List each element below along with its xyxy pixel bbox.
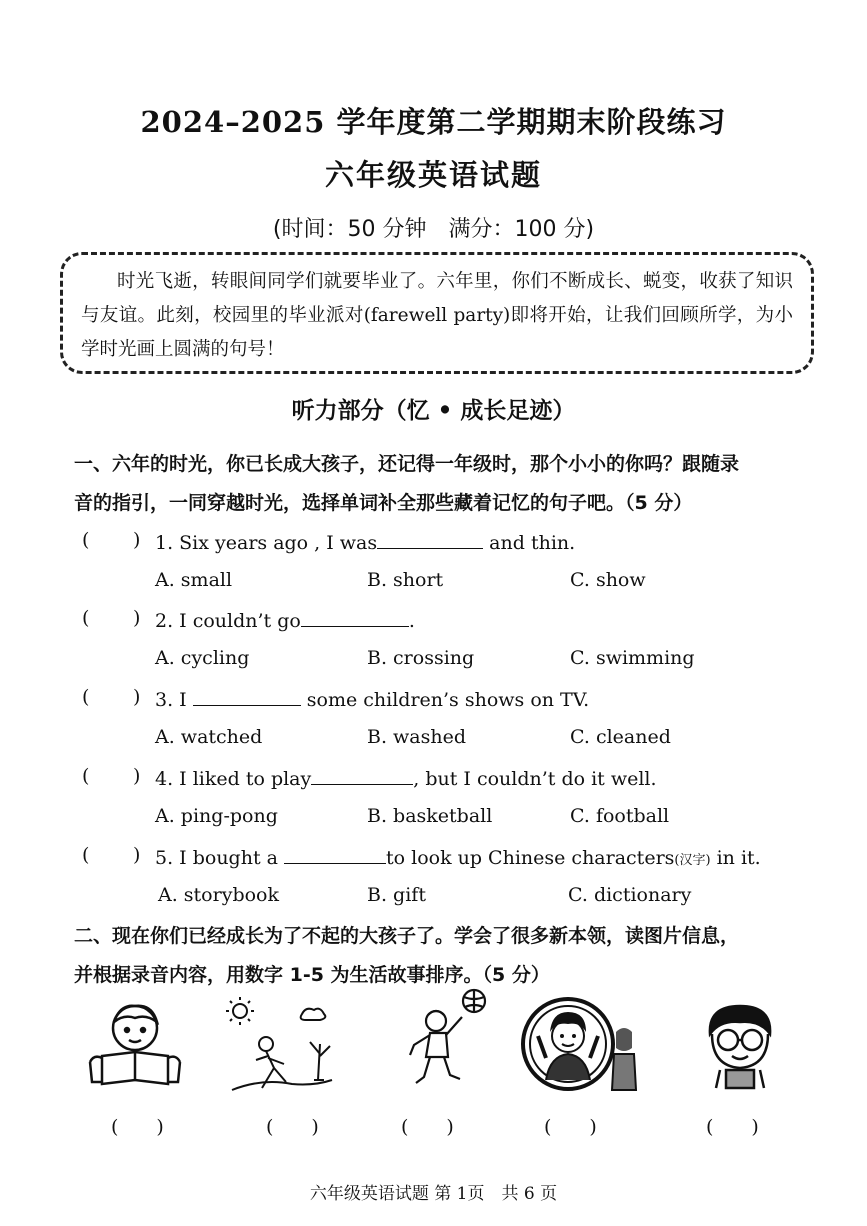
question-1: 1. Six years ago , I was and thin. [155, 532, 576, 554]
time-info: (时间：50 分钟 满分：100 分) [272, 217, 595, 242]
intro-text: 时光飞逝，转眼间同学们就要毕业了。六年里，你们不断成长、蜕变，收获了知识与友谊。此刻，校园里的毕业派对(farewell party)即将开始，让我们回顾所学，为小学时光画上圆满的句号！ [81, 271, 793, 360]
answer-blank[interactable] [301, 608, 409, 627]
answer-paren-close: ) [133, 607, 141, 629]
answer-paren-open: ( [82, 607, 90, 629]
option-a[interactable]: A. cycling [155, 647, 250, 669]
part1-instruction-line2: 音的指引，一同穿越时光，选择单词补全那些藏着记忆的句子吧。（5 分） [74, 492, 693, 514]
answer-paren-close: ) [133, 529, 141, 551]
option-b[interactable]: B. crossing [367, 647, 475, 669]
answer-blank[interactable] [377, 530, 483, 549]
option-a[interactable]: A. small [155, 569, 233, 591]
page-footer: 六年级英语试题 第 1页 共 6 页 [309, 1184, 558, 1204]
option-c[interactable]: C. dictionary [568, 884, 692, 906]
part2-instruction-line2: 并根据录音内容，用数字 1-5 为生活故事排序。（5 分） [74, 964, 550, 986]
picture-answer-slot[interactable]: ( ) [401, 1116, 454, 1138]
answer-paren-close: ) [133, 686, 141, 708]
option-c[interactable]: C. football [570, 805, 670, 827]
question-3: 3. I some children’s shows on TV. [155, 689, 590, 711]
option-c[interactable]: C. cleaned [570, 726, 671, 748]
part1-instruction-line1: 一、六年的时光，你已长成大孩子，还记得一年级时，那个小小的你吗？跟随录 [74, 453, 740, 475]
exam-subtitle: 六年级英语试题 [324, 158, 542, 192]
exam-title: 2024–2025 学年度第二学期期末阶段练习 [140, 105, 727, 139]
picture-answer-slot[interactable]: ( ) [266, 1116, 319, 1138]
answer-paren-open: ( [82, 529, 90, 551]
answer-blank[interactable] [193, 687, 301, 706]
question-2: 2. I couldn’t go . [155, 610, 415, 632]
picture-answer-slot[interactable]: ( ) [111, 1116, 164, 1138]
option-c[interactable]: C. swimming [570, 647, 695, 669]
question-4: 4. I liked to play , but I couldn’t do it well. [155, 768, 657, 790]
option-b[interactable]: B. basketball [367, 805, 493, 827]
answer-paren-close: ) [133, 844, 141, 866]
question-5: 5. I bought a to look up Chinese characters(汉字) in it. [155, 847, 761, 869]
answer-blank[interactable] [284, 845, 386, 864]
section-title: 听力部分（忆 • 成长足迹） [291, 397, 576, 424]
option-b[interactable]: B. washed [367, 726, 467, 748]
boy-photo-illustration [520, 996, 644, 1094]
option-a[interactable]: A. storybook [158, 884, 279, 906]
answer-paren-open: ( [82, 686, 90, 708]
picture-answer-slot[interactable]: ( ) [544, 1116, 597, 1138]
option-b[interactable]: B. short [367, 569, 444, 591]
answer-paren-open: ( [82, 844, 90, 866]
boy-reading-illustration [80, 998, 190, 1090]
answer-blank[interactable] [311, 766, 413, 785]
option-c[interactable]: C. show [570, 569, 646, 591]
boy-with-glasses-illustration [700, 1000, 780, 1090]
boy-running-illustration [222, 994, 338, 1096]
boy-basketball-illustration [402, 985, 494, 1095]
option-b[interactable]: B. gift [367, 884, 426, 906]
picture-answer-slot[interactable]: ( ) [706, 1116, 759, 1138]
intro-box [60, 252, 814, 374]
option-a[interactable]: A. ping-pong [155, 805, 278, 827]
option-a[interactable]: A. watched [155, 726, 263, 748]
part2-instruction-line1: 二、现在你们已经成长为了不起的大孩子了。学会了很多新本领，读图片信息， [74, 925, 740, 947]
answer-paren-open: ( [82, 765, 90, 787]
answer-paren-close: ) [133, 765, 141, 787]
